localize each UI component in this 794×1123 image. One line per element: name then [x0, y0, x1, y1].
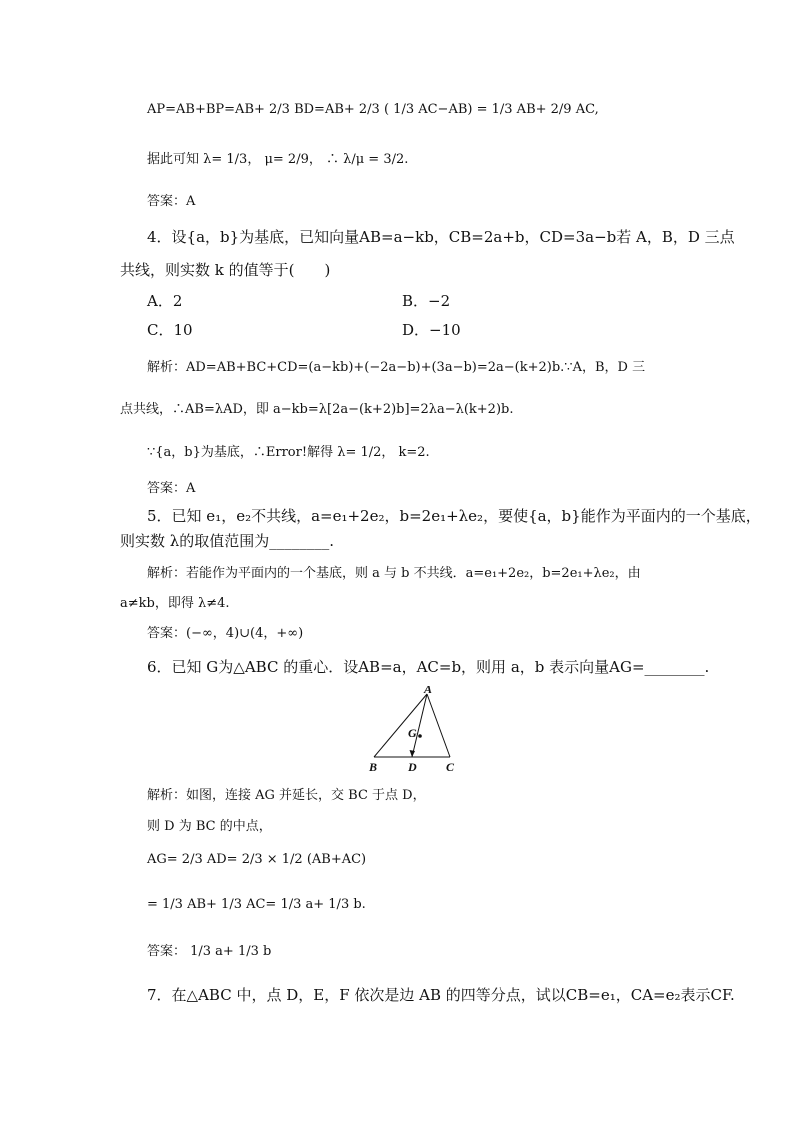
text-line: 4．设{a，b}为基底，已知向量AB=a−kb，CB=2a+b，CD=3a−b若 A，B，D 三点 — [147, 228, 735, 246]
arrow-head — [410, 750, 416, 757]
side-ac — [427, 694, 450, 757]
text-line: 6．已知 G为△ABC 的重心．设AB=a，AC=b，则用 a，b 表示向量AG=________. — [147, 658, 710, 676]
text-line: 解析：若能作为平面内的一个基底，则 a 与 b 不共线．a=e₁+2e₂，b=2e₁+λe₂，由 — [147, 566, 641, 581]
text-line: 据此可知 λ= 1/3， μ= 2/9， ∴ λ/μ = 3/2. — [147, 152, 409, 167]
text-line: = 1/3 AB+ 1/3 AC= 1/3 a+ 1/3 b. — [147, 897, 366, 912]
text-line: D．−10 — [402, 321, 461, 339]
label-c: C — [446, 760, 455, 774]
point-g — [418, 734, 422, 738]
text-line: AG= 2/3 AD= 2/3 × 1/2 (AB+AC) — [147, 852, 367, 867]
text-line: A．2 — [147, 292, 183, 310]
text-line: B．−2 — [402, 292, 451, 310]
label-g: G — [408, 726, 417, 740]
text-line: 解析：AD=AB+BC+CD=(a−kb)+(−2a−b)+(3a−b)=2a−(k+2)b.∵A，B，D 三 — [147, 360, 646, 375]
text-line: 则 D 为 BC 的中点， — [147, 819, 272, 834]
text-line: 点共线，∴AB=λAD，即 a−kb=λ[2a−(k+2)b]=2λa−λ(k+2)b. — [120, 402, 514, 417]
text-line: ∵{a，b}为基底，∴Error!解得 λ= 1/2， k=2. — [147, 445, 430, 460]
text-line: 7．在△ABC 中，点 D，E，F 依次是边 AB 的四等分点，试以CB=e₁，CA=e₂表示CF. — [147, 986, 735, 1004]
label-d: D — [408, 760, 417, 774]
label-a: A — [424, 686, 433, 696]
text-line: a≠kb，即得 λ≠4. — [120, 596, 230, 611]
text-line: 答案：A — [147, 481, 196, 496]
text-line: C．10 — [147, 321, 193, 339]
label-b: B — [369, 760, 378, 774]
triangle-figure — [360, 686, 470, 774]
text-line: 答案：(−∞，4)∪(4，+∞) — [147, 626, 304, 641]
text-line: 解析：如图，连接 AG 并延长，交 BC 于点 D， — [147, 788, 426, 803]
text-line: 答案： 1/3 a+ 1/3 b — [147, 944, 272, 959]
text-line: 5．已知 e₁，e₂不共线，a=e₁+2e₂，b=2e₁+λe₂，要使{a，b}能作为平面内的一个基底， — [147, 507, 761, 525]
text-line: 答案：A — [147, 194, 196, 209]
text-line: AP=AB+BP=AB+ 2/3 BD=AB+ 2/3 ( 1/3 AC−AB) = 1/3 AB+ 2/9 AC, — [147, 102, 599, 117]
text-line: 共线，则实数 k 的值等于( ) — [120, 261, 331, 279]
text-line: 则实数 λ的取值范围为________. — [120, 532, 335, 550]
